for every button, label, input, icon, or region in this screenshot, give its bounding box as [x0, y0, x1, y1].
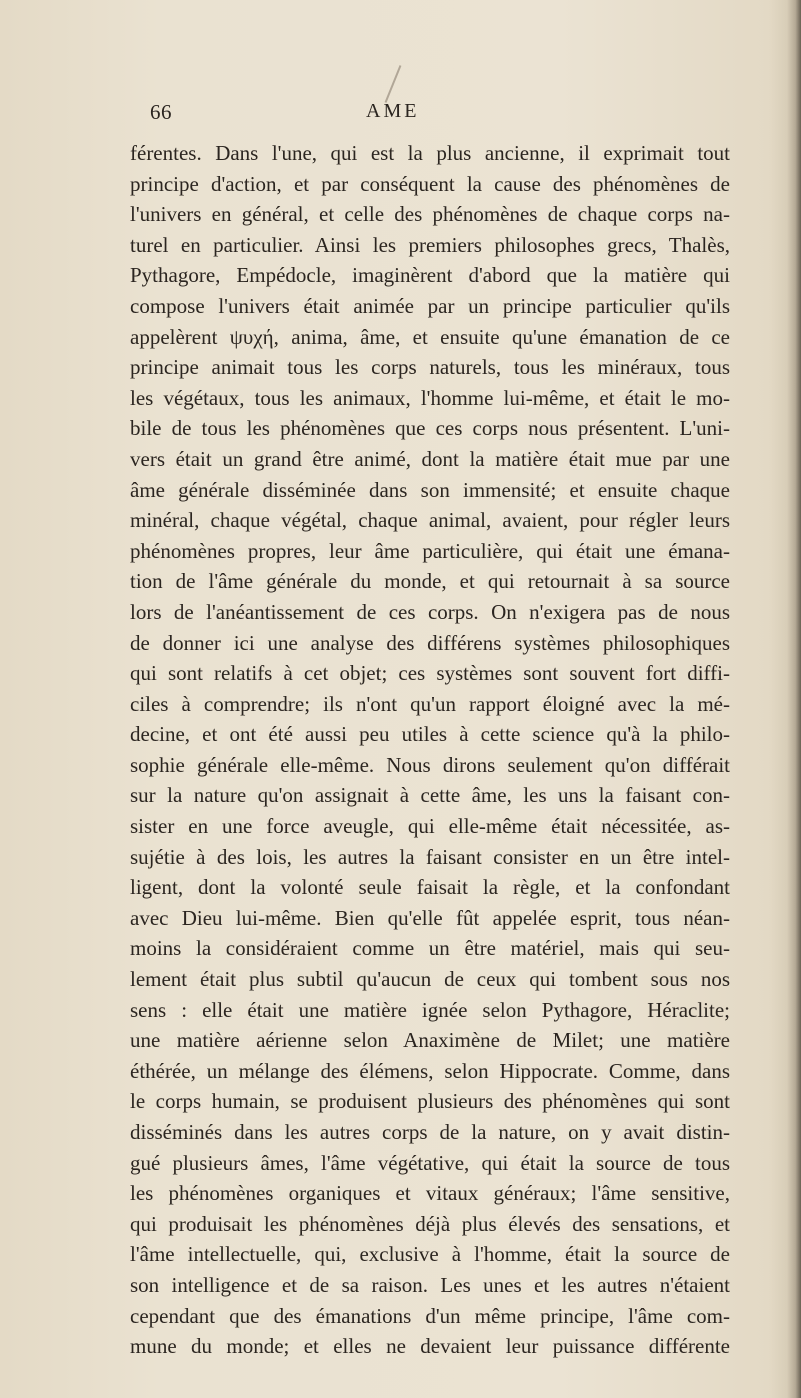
- text-line: éthérée, un mélange des élémens, selon Hippocrate. Comme, dans: [130, 1058, 730, 1083]
- text-line: tion de l'âme générale du monde, et qui retournait à sa source: [130, 569, 730, 594]
- text-line: férentes. Dans l'une, qui est la plus ancienne, il exprimait tout: [130, 141, 730, 165]
- body-text: [130, 138, 730, 1362]
- text-line: les végétaux, tous les animaux, l'homme lui-même, et était le mo-: [130, 385, 730, 410]
- text-line: l'âme intellectuelle, qui, exclusive à l'homme, était la source de: [130, 1242, 730, 1267]
- text-line: sur la nature qu'on assignait à cette âme, les uns la faisant con-: [130, 783, 730, 808]
- text-line: disséminés dans les autres corps de la nature, on y avait distin-: [130, 1120, 730, 1144]
- text-line: l'univers en général, et celle des phénomènes de chaque corps na-: [130, 202, 730, 227]
- text-line: sophie générale elle-même. Nous dirons seulement qu'on différait: [130, 752, 730, 777]
- text-line: gué plusieurs âmes, l'âme végétative, qui était la source de tous: [130, 1150, 730, 1175]
- text-line: mune du monde; et elles ne devaient leur puissance différente: [130, 1334, 730, 1359]
- page-edge-shadow: [787, 0, 801, 1398]
- page-header: [0, 96, 801, 126]
- text-line: sujétie à des lois, les autres la faisant consister en un être intel-: [130, 844, 730, 869]
- text-line: principe animait tous les corps naturels, tous les minéraux, tous: [130, 355, 730, 380]
- text-line: vers était un grand être animé, dont la matière était mue par une: [130, 446, 730, 471]
- text-line: moins la considéraient comme un être matériel, mais qui seu-: [130, 936, 730, 961]
- text-line: avec Dieu lui-même. Bien qu'elle fût appelée esprit, tous néan-: [130, 905, 730, 930]
- text-line: sister en une force aveugle, qui elle-même était nécessitée, as-: [130, 814, 730, 839]
- text-line: le corps humain, se produisent plusieurs des phénomènes qui sont: [130, 1089, 730, 1114]
- text-line: les phénomènes organiques et vitaux généraux; l'âme sensitive,: [130, 1181, 730, 1206]
- text-line: compose l'univers était animée par un principe particulier qu'ils: [130, 293, 730, 318]
- text-line: ciles à comprendre; ils n'ont qu'un rapport éloigné avec la mé-: [130, 691, 730, 716]
- text-line: minéral, chaque végétal, chaque animal, avaient, pour régler leurs: [130, 508, 730, 533]
- text-line: cependant que des émanations d'un même principe, l'âme com-: [130, 1303, 730, 1328]
- text-line: appelèrent ψυχή, anima, âme, et ensuite qu'une émanation de ce: [130, 324, 730, 349]
- text-line: qui produisait les phénomènes déjà plus élevés des sensations, et: [130, 1211, 730, 1236]
- text-line: principe d'action, et par conséquent la cause des phénomènes de: [130, 171, 730, 196]
- text-line: ligent, dont la volonté seule faisait la règle, et la confondant: [130, 875, 730, 900]
- text-line: de donner ici une analyse des différens systèmes philosophiques: [130, 630, 730, 655]
- page-number: 66: [150, 100, 172, 124]
- text-line: turel en particulier. Ainsi les premiers philosophes grecs, Thalès,: [130, 232, 730, 257]
- text-line: une matière aérienne selon Anaximène de Milet; une matière: [130, 1028, 730, 1053]
- text-line: phénomènes propres, leur âme particulière, qui était une émana-: [130, 538, 730, 563]
- text-line: âme générale disséminée dans son immensité; et ensuite chaque: [130, 477, 730, 502]
- text-line: Pythagore, Empédocle, imaginèrent d'abord que la matière qui: [130, 263, 730, 288]
- text-line: decine, et ont été aussi peu utiles à cette science qu'à la philo-: [130, 722, 730, 747]
- text-line: sens : elle était une matière ignée selon Pythagore, Héraclite;: [130, 997, 730, 1022]
- running-head: AME: [366, 100, 420, 122]
- text-line: son intelligence et de sa raison. Les unes et les autres n'étaient: [130, 1272, 730, 1297]
- text-line: qui sont relatifs à cet objet; ces systèmes sont souvent fort diffi-: [130, 661, 730, 686]
- text-line: lement était plus subtil qu'aucun de ceux qui tombent sous nos: [130, 967, 730, 992]
- text-line: bile de tous les phénomènes que ces corps nous présentent. L'uni-: [130, 416, 730, 441]
- text-line: lors de l'anéantissement de ces corps. On n'exigera pas de nous: [130, 599, 730, 624]
